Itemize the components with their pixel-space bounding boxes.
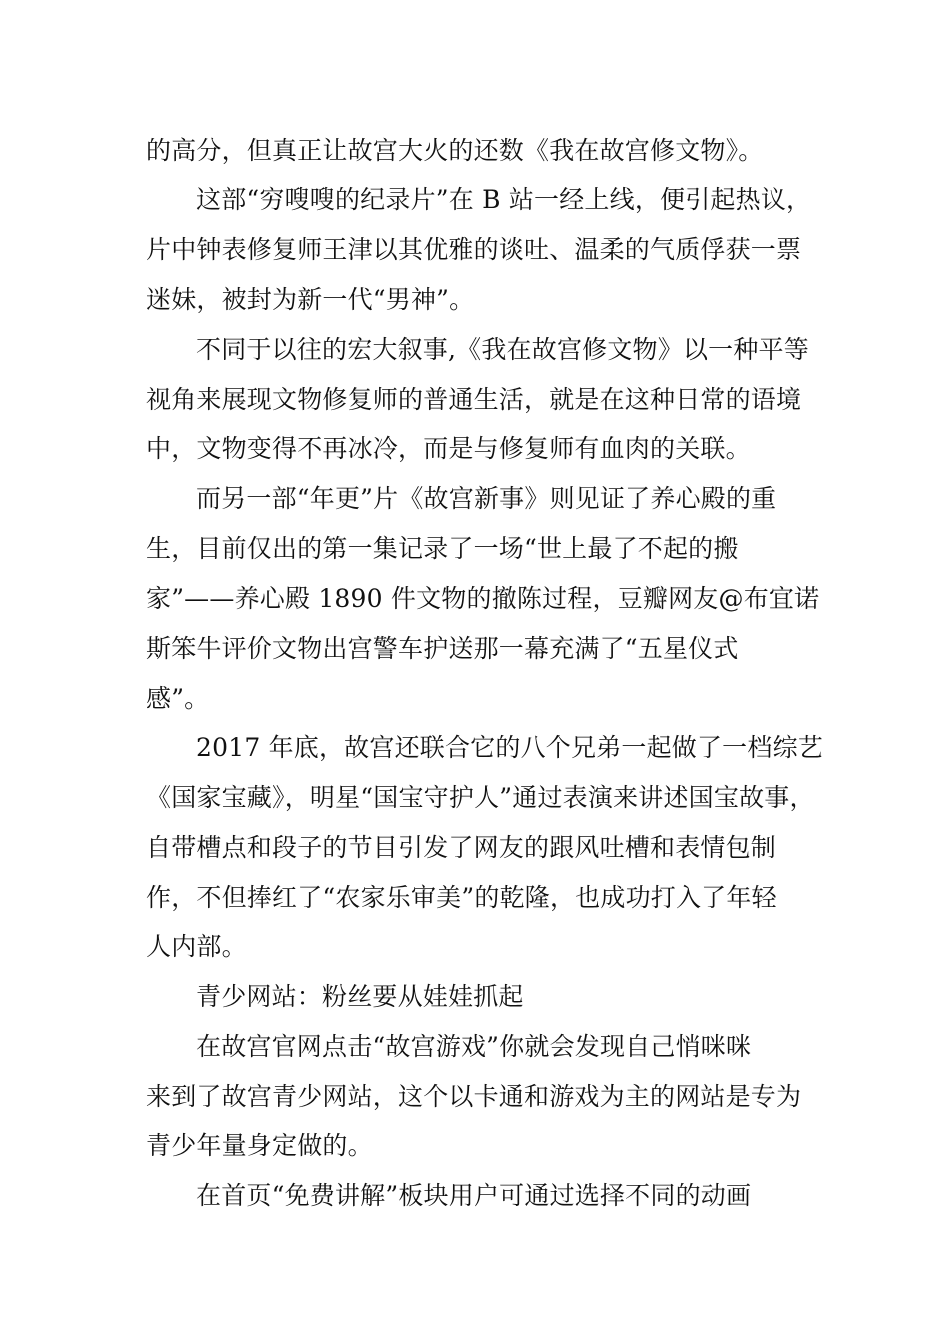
text-line: 斯笨牛评价文物出宫警车护送那一幕充满了“五星仪式 bbox=[146, 634, 739, 663]
text-line: 中，文物变得不再冰冷，而是与修复师有血肉的关联。 bbox=[146, 434, 751, 463]
text-line: 片中钟表修复师王津以其优雅的谈吐、温柔的气质俘获一票 bbox=[146, 235, 802, 264]
text-line: 《国家宝藏》，明星“国宝守护人”通过表演来讲述国宝故事， bbox=[146, 783, 815, 812]
text-line: 生，目前仅出的第一集记录了一场“世上最了不起的搬 bbox=[146, 534, 739, 563]
text-line: 人内部。 bbox=[146, 932, 247, 961]
text-line: 来到了故宫青少网站，这个以卡通和游戏为主的网站是专为 bbox=[146, 1082, 802, 1111]
text-line: 作，不但捧红了“农家乐审美”的乾隆，也成功打入了年轻 bbox=[146, 883, 777, 912]
text-line: 不同于以往的宏大叙事,《我在故宫修文物》以一种平等 bbox=[196, 335, 809, 364]
text-line: 的高分，但真正让故宫大火的还数《我在故宫修文物》。 bbox=[146, 136, 764, 165]
text-line: 迷妹，被封为新一代“男神”。 bbox=[146, 285, 475, 314]
text-line: 在故宫官网点击“故宫游戏”你就会发现自己悄咪咪 bbox=[196, 1032, 752, 1061]
text-line: 自带槽点和段子的节目引发了网友的跟风吐槽和表情包制 bbox=[146, 833, 777, 862]
text-line: 感”。 bbox=[146, 684, 210, 713]
text-line: 视角来展现文物修复师的普通生活，就是在这种日常的语境 bbox=[146, 385, 802, 414]
text-line: 2017 年底，故宫还联合它的八个兄弟一起做了一档综艺 bbox=[196, 733, 823, 762]
text-line: 而另一部“年更”片《故宫新事》则见证了养心殿的重 bbox=[196, 484, 777, 513]
text-line: 在首页“免费讲解”板块用户可通过选择不同的动画 bbox=[196, 1181, 752, 1210]
text-line: 家”——养心殿 1890 件文物的撤陈过程，豆瓣网友@布宜诺 bbox=[146, 584, 820, 613]
text-line: 这部“穷嗖嗖的纪录片”在 B 站一经上线，便引起热议， bbox=[196, 185, 812, 214]
section-heading: 青少网站：粉丝要从娃娃抓起 bbox=[196, 982, 524, 1011]
text-line: 青少年量身定做的。 bbox=[146, 1131, 373, 1160]
